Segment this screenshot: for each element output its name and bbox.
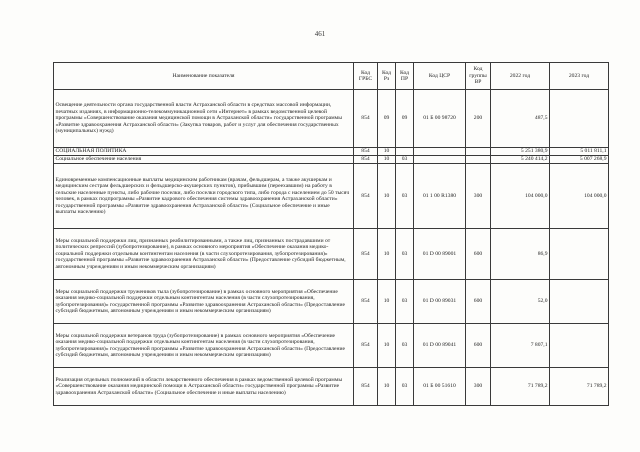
- table-header-row: [54, 63, 609, 90]
- row-rz: 09: [378, 90, 396, 148]
- row-value-2023: 71 789,2: [550, 368, 609, 406]
- table-row: [54, 90, 609, 148]
- header-name: Наименование показателя: [54, 63, 354, 90]
- row-value-2022: 5 251 380,9: [491, 148, 550, 156]
- row-value-2023: 5 007 268,9: [550, 156, 609, 164]
- header-grbs: Код ГРБС: [354, 63, 378, 90]
- table-row: [54, 156, 609, 164]
- row-csr: 01 D 00 89031: [414, 280, 466, 324]
- row-value-2023: 5 011 811,1: [550, 148, 609, 156]
- row-vr: 200: [466, 90, 491, 148]
- row-grbs: 854: [354, 229, 378, 280]
- row-value-2022: 104 000,0: [491, 164, 550, 229]
- row-vr: 600: [466, 324, 491, 368]
- row-grbs: 854: [354, 324, 378, 368]
- row-csr: 01 D 00 89041: [414, 324, 466, 368]
- row-rz: 10: [378, 164, 396, 229]
- row-grbs: 854: [354, 156, 378, 164]
- row-value-2022: 5 240 414,2: [491, 156, 550, 164]
- row-pr: 03: [396, 229, 414, 280]
- table-row: [54, 164, 609, 229]
- row-csr: 01 Б 00 51610: [414, 368, 466, 406]
- row-pr: 03: [396, 280, 414, 324]
- row-value-2023: [550, 324, 609, 368]
- header-csr: Код ЦСР: [414, 63, 466, 90]
- row-value-2022: 52,0: [491, 280, 550, 324]
- row-rz: 10: [378, 280, 396, 324]
- header-pr: Код ПР: [396, 63, 414, 90]
- row-value-2023: [550, 90, 609, 148]
- row-name: Меры социальной поддержки тружеников тыла (зубопротезирование) в рамках основного мероприятия «Обеспечение оказания медико-социальной поддержки отдельным контингентам населения (в части слухопротезирования, зубопротезирования)» государственной программы «Развитие здравоохранения Астраханской области» (Предоставление субсидий бюджетным, автономным учреждениям и иным некоммерческим организациям): [54, 280, 354, 324]
- row-vr: 600: [466, 229, 491, 280]
- header-year-2022: 2022 год: [491, 63, 550, 90]
- row-name: Меры социальной поддержки ветеранов труда (зубопротезирование) в рамках основного мероприятия «Обеспечение оказания медико-социальной поддержки отдельным контингентам населения (в части слухопротезирования, зубопротезирования)» государственной программы «Развитие здравоохранения Астраханской области» (Предоставление субсидий бюджетным, автономным учреждениям и иным некоммерческим организациям): [54, 324, 354, 368]
- table-row: [54, 368, 609, 406]
- row-csr: 01 D 00 89001: [414, 229, 466, 280]
- budget-table: [53, 62, 609, 406]
- row-value-2023: [550, 229, 609, 280]
- row-name: Реализация отдельных полномочий в области лекарственного обеспечения в рамках ведомственной целевой программы «Совершенствование оказания медицинской помощи в Астраханской области» государственной программы «Развитие здравоохранения Астраханской области» (Социальное обеспечение и иные выплаты населению): [54, 368, 354, 406]
- row-csr: 01 Б 00 98720: [414, 90, 466, 148]
- row-grbs: 854: [354, 164, 378, 229]
- row-csr: [414, 156, 466, 164]
- table-row: [54, 229, 609, 280]
- row-pr: 03: [396, 164, 414, 229]
- row-value-2022: 7 807,1: [491, 324, 550, 368]
- header-year-2023: 2023 год: [550, 63, 609, 90]
- row-name: Единовременные компенсационные выплаты медицинским работникам (врачам, фельдшерам, а также акушеркам и медицинским сестрам фельдшерских и фельдшерско-акушерских пунктов), прибывшим (переехавшим) на работу в сельские населенные пункты, либо рабочие поселки, либо поселки городского типа, либо города с населением до 50 тысяч человек, в рамках подпрограммы «Развитие кадрового обеспечения системы здравоохранения Астраханской области» государственной программы «Развитие здравоохранения Астраханской области» (Социальное обеспечение и иные выплаты населению): [54, 164, 354, 229]
- row-rz: 10: [378, 368, 396, 406]
- row-name: Социальное обеспечение населения: [54, 156, 354, 164]
- row-name: СОЦИАЛЬНАЯ ПОЛИТИКА: [54, 148, 354, 156]
- row-grbs: 854: [354, 148, 378, 156]
- row-value-2023: 104 000,0: [550, 164, 609, 229]
- row-grbs: 854: [354, 368, 378, 406]
- table-row: [54, 148, 609, 156]
- row-grbs: 854: [354, 90, 378, 148]
- row-grbs: 854: [354, 280, 378, 324]
- table-row: [54, 324, 609, 368]
- row-value-2023: [550, 280, 609, 324]
- row-pr: 09: [396, 90, 414, 148]
- row-value-2022: 71 789,2: [491, 368, 550, 406]
- page-number: 461: [314, 30, 326, 38]
- row-vr: 300: [466, 368, 491, 406]
- row-vr: 600: [466, 280, 491, 324]
- row-vr: 300: [466, 164, 491, 229]
- row-name: Меры социальной поддержки лиц, признанных реабилитированными, а также лиц, признанных пострадавшими от политических репрессий (зубопротезирование), в рамках основного мероприятия «Обеспечение оказания медико-социальной поддержки отдельным контингентам населения (в части слухопротезирования, зубопротезирования)» государственной программы «Развитие здравоохранения Астраханской области» (Предоставление субсидий бюджетным, автономным учреждениям и иным некоммерческим организациям): [54, 229, 354, 280]
- row-value-2022: 86,9: [491, 229, 550, 280]
- row-csr: 01 1 00 R1380: [414, 164, 466, 229]
- row-rz: 10: [378, 229, 396, 280]
- row-csr: [414, 148, 466, 156]
- row-rz: 10: [378, 324, 396, 368]
- row-value-2022: 487,5: [491, 90, 550, 148]
- header-vr: Код группы ВР: [466, 63, 491, 90]
- row-pr: 03: [396, 324, 414, 368]
- table-row: [54, 280, 609, 324]
- row-pr: [396, 148, 414, 156]
- row-vr: [466, 148, 491, 156]
- row-pr: 03: [396, 156, 414, 164]
- header-rz: Код Рз: [378, 63, 396, 90]
- row-name: Освещение деятельности органа государственной власти Астраханской области в средствах массовой информации, печатных изданиях, в информационно-телекоммуникационной сети «Интернет» в рамках ведомственной целевой программы «Совершенствование оказания медицинской помощи в Астраханской области» государственной программы «Развитие здравоохранения Астраханской области» (Закупка товаров, работ и услуг для обеспечения государственных (муниципальных) нужд): [54, 90, 354, 148]
- row-rz: 10: [378, 148, 396, 156]
- row-pr: 03: [396, 368, 414, 406]
- row-rz: 10: [378, 156, 396, 164]
- row-vr: [466, 156, 491, 164]
